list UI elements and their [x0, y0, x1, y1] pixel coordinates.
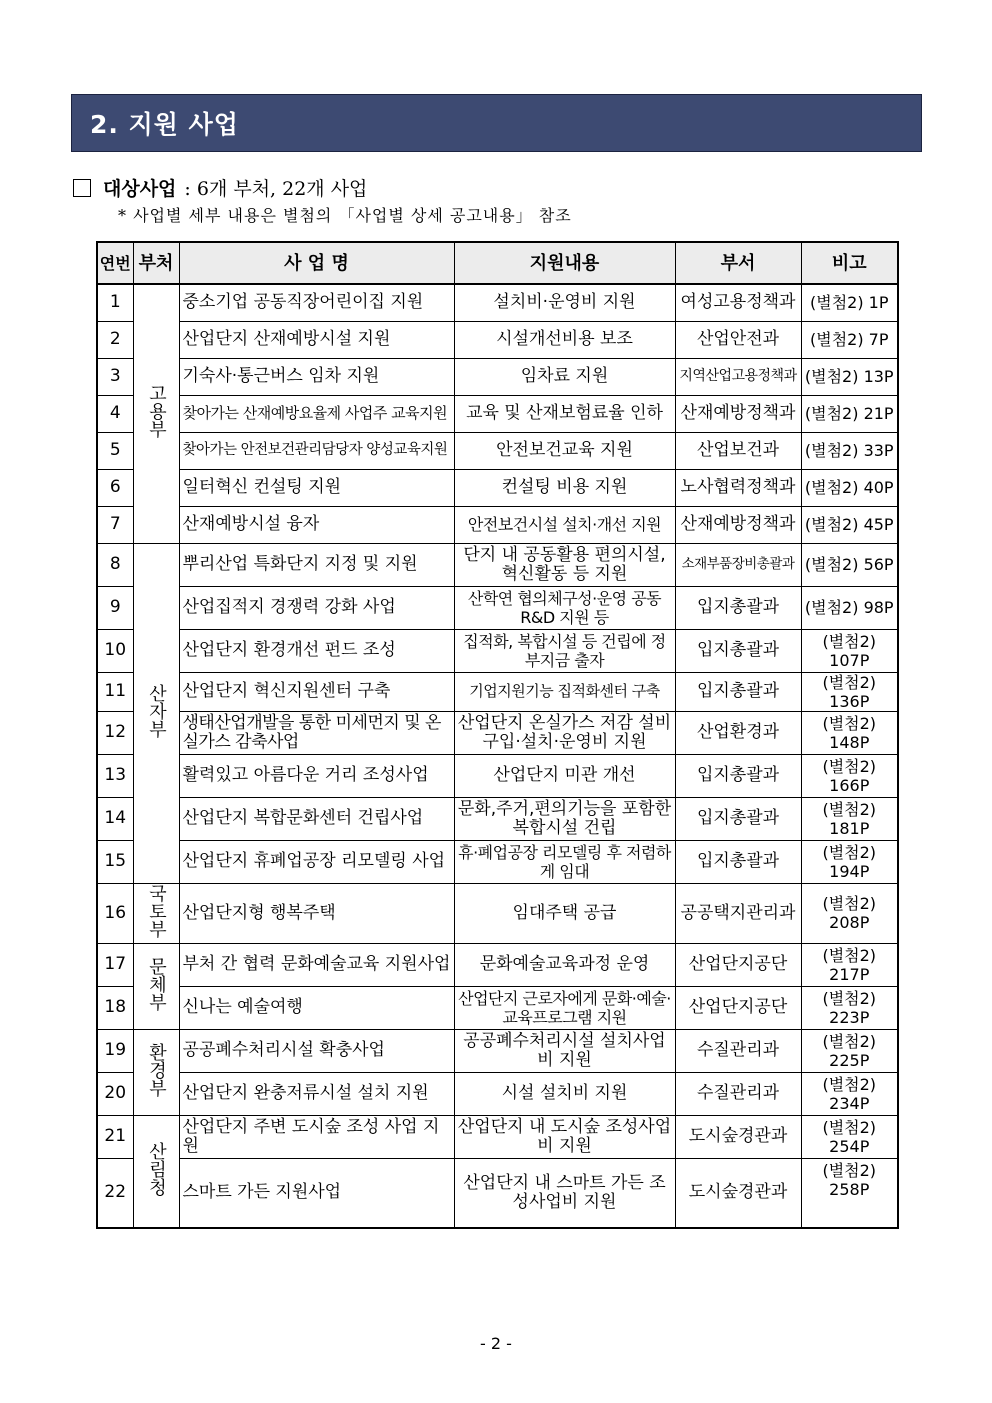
department: 산업환경과 [675, 711, 801, 754]
support-content: 휴·폐업공장 리모델링 후 저렴하게 임대 [454, 840, 675, 883]
support-content: 공공폐수처리시설 설치사업비 지원 [454, 1029, 675, 1072]
department: 산재예방정책과 [675, 506, 801, 543]
support-content: 임대주택 공급 [454, 883, 675, 943]
remark: (별첨2) 98P [801, 586, 898, 629]
program-name: 중소기업 공동직장어린이집 지원 [179, 284, 454, 321]
header-support: 지원내용 [454, 242, 675, 284]
program-name: 산업단지형 행복주택 [179, 883, 454, 943]
program-name: 생태산업개발을 통한 미세먼지 및 온실가스 감축사업 [179, 711, 454, 754]
ministry-label: 산자부 [146, 683, 167, 738]
remark: (별첨2) 217P [801, 943, 898, 986]
remark: (별첨2) 225P [801, 1029, 898, 1072]
row-number: 19 [97, 1029, 133, 1072]
support-content: 산업단지 온실가스 저감 설비 구입·설치·운영비 지원 [454, 711, 675, 754]
table-row [97, 586, 898, 629]
remark: (별첨2) 234P [801, 1072, 898, 1115]
program-name: 산업단지 산재예방시설 지원 [179, 321, 454, 358]
row-number: 17 [97, 943, 133, 986]
table-row [97, 284, 898, 321]
program-name: 산업집적지 경쟁력 강화 사업 [179, 586, 454, 629]
department: 지역산업고용정책과 [675, 358, 801, 395]
table-row [97, 629, 898, 672]
ministry-label: 국토부 [146, 883, 167, 938]
department: 도시숲경관과 [675, 1115, 801, 1158]
table-row [97, 883, 898, 943]
remark: (별첨2) 56P [801, 543, 898, 586]
checkbox-icon [73, 179, 91, 197]
table-row [97, 1158, 898, 1228]
program-name: 산업단지 혁신지원센터 구축 [179, 672, 454, 711]
department: 입지총괄과 [675, 586, 801, 629]
row-number: 13 [97, 754, 133, 797]
remark: (별첨2) 33P [801, 432, 898, 469]
remark: (별첨2) 107P [801, 629, 898, 672]
program-name: 산업단지 복합문화센터 건립사업 [179, 797, 454, 840]
table-row [97, 1072, 898, 1115]
ministry-label: 산림청 [146, 1141, 167, 1196]
table-row [97, 1115, 898, 1158]
row-number: 12 [97, 711, 133, 754]
support-content: 집적화, 복합시설 등 건립에 정부지금 출자 [454, 629, 675, 672]
remark: (별첨2) 21P [801, 395, 898, 432]
row-number: 9 [97, 586, 133, 629]
table-row [97, 321, 898, 358]
table-row [97, 469, 898, 506]
header-name: 사 업 명 [179, 242, 454, 284]
ministry-label: 고용부 [146, 384, 167, 439]
remark: (별첨2) 13P [801, 358, 898, 395]
section-title: 2. 지원 사업 [90, 110, 239, 139]
row-number: 22 [97, 1158, 133, 1228]
support-content: 컨설팅 비용 지원 [454, 469, 675, 506]
header-dept: 부서 [675, 242, 801, 284]
row-number: 21 [97, 1115, 133, 1158]
remark: (별첨2) 40P [801, 469, 898, 506]
support-content: 설치비·운영비 지원 [454, 284, 675, 321]
row-number: 8 [97, 543, 133, 586]
support-content: 산업단지 내 스마트 가든 조성사업비 지원 [454, 1158, 675, 1228]
table-body [97, 284, 898, 1228]
remark: (별첨2) 223P [801, 986, 898, 1029]
table-row [97, 986, 898, 1029]
row-number: 7 [97, 506, 133, 543]
header-ministry: 부처 [133, 242, 179, 284]
support-content: 시설개선비용 보조 [454, 321, 675, 358]
program-name: 산업단지 완충저류시설 설치 지원 [179, 1072, 454, 1115]
table-row [97, 358, 898, 395]
program-name: 기숙사·통근버스 임차 지원 [179, 358, 454, 395]
remark: (별첨2) 254P [801, 1115, 898, 1158]
table-row [97, 672, 898, 711]
support-content: 문화예술교육과정 운영 [454, 943, 675, 986]
row-number: 2 [97, 321, 133, 358]
support-content: 산업단지 근로자에게 문화·예술·교육프로그램 지원 [454, 986, 675, 1029]
heading [73, 174, 367, 201]
section-banner [71, 94, 922, 152]
program-name: 신나는 예술여행 [179, 986, 454, 1029]
remark: (별첨2) 45P [801, 506, 898, 543]
department: 산업단지공단 [675, 986, 801, 1029]
remark: (별첨2) 7P [801, 321, 898, 358]
support-content: 문화,주거,편의기능을 포함한 복합시설 건립 [454, 797, 675, 840]
row-number: 15 [97, 840, 133, 883]
support-content: 교육 및 산재보험료율 인하 [454, 395, 675, 432]
table-row [97, 711, 898, 754]
table-row [97, 943, 898, 986]
row-number: 4 [97, 395, 133, 432]
page-number: - 2 - [480, 1334, 512, 1353]
department: 입지총괄과 [675, 629, 801, 672]
remark: (별첨2) 148P [801, 711, 898, 754]
remark: (별첨2) 258P [801, 1158, 898, 1228]
program-name: 찾아가는 안전보건관리담당자 양성교육지원 [179, 432, 454, 469]
department: 입지총괄과 [675, 840, 801, 883]
department: 산업보건과 [675, 432, 801, 469]
row-number: 10 [97, 629, 133, 672]
program-name: 부처 간 협력 문화예술교육 지원사업 [179, 943, 454, 986]
remark: (별첨2) 1P [801, 284, 898, 321]
department: 노사협력정책과 [675, 469, 801, 506]
table-row [97, 1029, 898, 1072]
row-number: 14 [97, 797, 133, 840]
department: 산업안전과 [675, 321, 801, 358]
row-number: 16 [97, 883, 133, 943]
row-number: 11 [97, 672, 133, 711]
ministry-label: 환경부 [146, 1042, 167, 1097]
program-name: 스마트 가든 지원사업 [179, 1158, 454, 1228]
ministry-cell [133, 883, 179, 943]
table-row [97, 432, 898, 469]
department: 수질관리과 [675, 1072, 801, 1115]
ministry-cell [133, 1115, 179, 1228]
table-row [97, 506, 898, 543]
department: 입지총괄과 [675, 754, 801, 797]
ministry-cell [133, 284, 179, 543]
department: 산재예방정책과 [675, 395, 801, 432]
support-content: 안전보건교육 지원 [454, 432, 675, 469]
remark: (별첨2) 208P [801, 883, 898, 943]
department: 입지총괄과 [675, 672, 801, 711]
row-number: 1 [97, 284, 133, 321]
remark: (별첨2) 181P [801, 797, 898, 840]
support-content: 시설 설치비 지원 [454, 1072, 675, 1115]
ministry-cell [133, 943, 179, 1029]
row-number: 5 [97, 432, 133, 469]
header-remark: 비고 [801, 242, 898, 284]
support-content: 산업단지 미관 개선 [454, 754, 675, 797]
program-name: 일터혁신 컨설팅 지원 [179, 469, 454, 506]
remark: (별첨2) 194P [801, 840, 898, 883]
support-content: 기업지원기능 집적화센터 구축 [454, 672, 675, 711]
department: 수질관리과 [675, 1029, 801, 1072]
program-name: 산재예방시설 융자 [179, 506, 454, 543]
program-name: 뿌리산업 특화단지 지정 및 지원 [179, 543, 454, 586]
row-number: 3 [97, 358, 133, 395]
program-name: 활력있고 아름다운 거리 조성사업 [179, 754, 454, 797]
program-name: 공공폐수처리시설 확충사업 [179, 1029, 454, 1072]
support-content: 임차료 지원 [454, 358, 675, 395]
ministry-cell [133, 1029, 179, 1115]
table-row [97, 395, 898, 432]
program-name: 산업단지 주변 도시숲 조성 사업 지원 [179, 1115, 454, 1158]
department: 공공택지관리과 [675, 883, 801, 943]
heading-detail: : 6개 부처, 22개 사업 [184, 178, 368, 200]
support-content: 산업단지 내 도시숲 조성사업비 지원 [454, 1115, 675, 1158]
program-name: 찾아가는 산재예방요율제 사업주 교육지원 [179, 395, 454, 432]
support-content: 단지 내 공동활용 편의시설,혁신활동 등 지원 [454, 543, 675, 586]
department: 산업단지공단 [675, 943, 801, 986]
program-name: 산업단지 환경개선 펀드 조성 [179, 629, 454, 672]
row-number: 6 [97, 469, 133, 506]
program-name: 산업단지 휴폐업공장 리모델링 사업 [179, 840, 454, 883]
row-number: 20 [97, 1072, 133, 1115]
heading-label: 대상사업 [103, 178, 177, 200]
row-number: 18 [97, 986, 133, 1029]
ministry-cell [133, 543, 179, 883]
header-no: 연번 [97, 242, 133, 284]
remark: (별첨2) 166P [801, 754, 898, 797]
table-header-row [97, 242, 898, 284]
support-content: 안전보건시설 설치·개선 지원 [454, 506, 675, 543]
table-row [97, 543, 898, 586]
table-row [97, 840, 898, 883]
ministry-label: 문체부 [146, 956, 167, 1011]
table-row [97, 754, 898, 797]
department: 도시숲경관과 [675, 1158, 801, 1228]
table-row [97, 797, 898, 840]
remark: (별첨2) 136P [801, 672, 898, 711]
program-table [96, 241, 899, 1229]
department: 여성고용정책과 [675, 284, 801, 321]
department: 소재부품장비총괄과 [675, 543, 801, 586]
department: 입지총괄과 [675, 797, 801, 840]
support-content: 산학연 협의체구성·운영 공동 R&D 지원 등 [454, 586, 675, 629]
reference-note: * 사업별 세부 내용은 별첨의 「사업별 상세 공고내용」 참조 [118, 206, 572, 225]
